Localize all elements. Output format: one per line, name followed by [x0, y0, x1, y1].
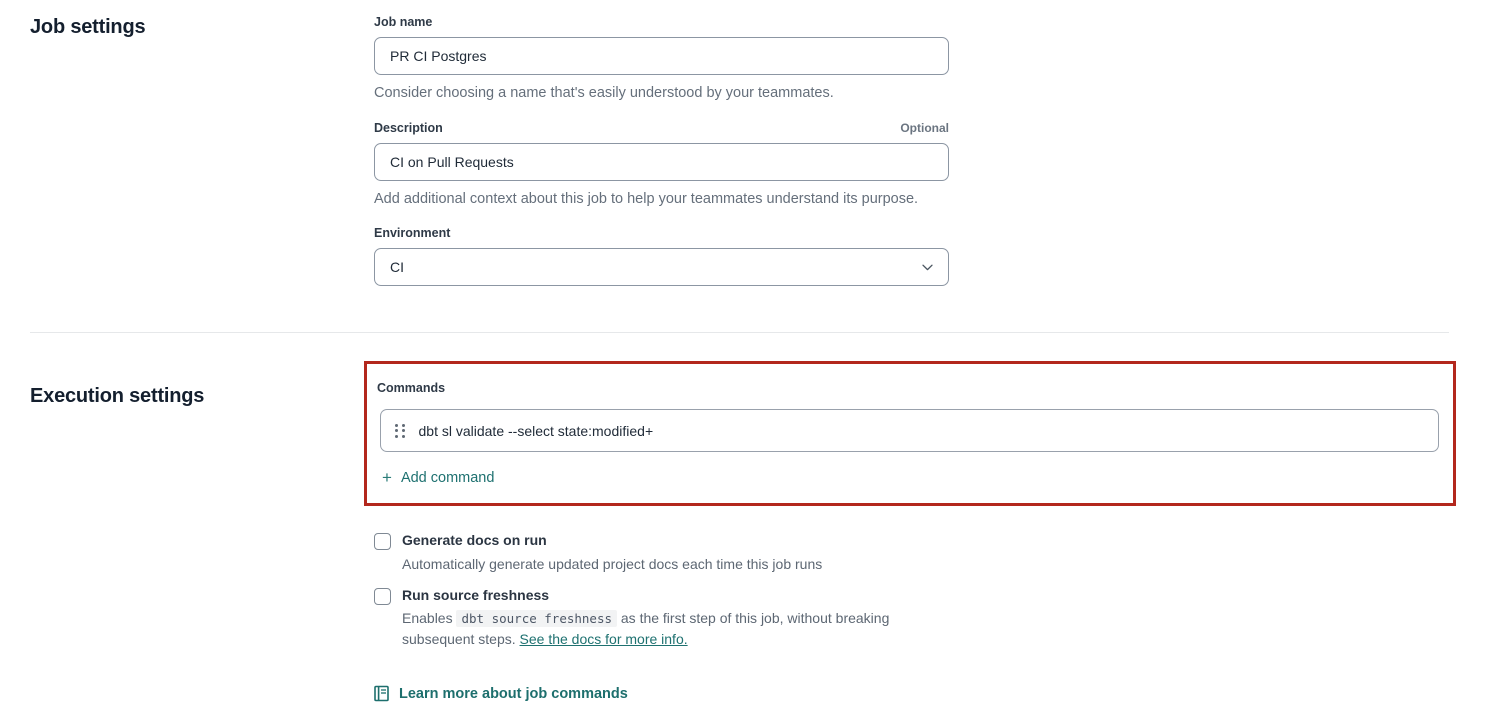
checkbox-group — [374, 532, 1449, 649]
generate-docs-label: Generate docs on run — [402, 532, 547, 549]
description-helper: Add additional context about this job to help your teammates understand its purpose. — [374, 190, 919, 207]
add-command-button[interactable] — [382, 469, 494, 486]
description-input[interactable] — [374, 143, 949, 181]
freshness-desc-suffix: as the first step of this job, without breaking subsequent steps. — [402, 610, 890, 647]
generate-docs-text — [402, 532, 822, 574]
commands-highlight-box — [364, 361, 1456, 506]
job-settings-title: Job settings — [30, 16, 146, 38]
execution-settings-title: Execution settings — [30, 385, 205, 408]
environment-select[interactable] — [374, 248, 949, 286]
source-freshness-text — [402, 587, 940, 649]
chevron-down-icon — [922, 264, 933, 271]
commands-label: Commands — [377, 381, 446, 396]
description-optional-tag: Optional — [900, 120, 949, 135]
description-label: Description — [374, 120, 443, 135]
section-divider — [30, 332, 1449, 333]
job-name-input[interactable] — [374, 37, 949, 75]
execution-settings-heading-col — [30, 361, 374, 408]
generate-docs-row — [374, 532, 1449, 574]
execution-settings-content — [374, 361, 1449, 707]
job-name-label: Job name — [374, 15, 433, 29]
job-settings-section — [30, 15, 1449, 286]
generate-docs-checkbox[interactable] — [374, 533, 391, 550]
freshness-desc-prefix: Enables — [402, 610, 457, 627]
environment-label: Environment — [374, 226, 451, 241]
book-icon — [374, 685, 389, 702]
source-freshness-row — [374, 587, 1449, 649]
environment-selected-value: CI — [390, 259, 404, 276]
learn-more-label: Learn more about job commands — [399, 685, 628, 702]
job-name-helper: Consider choosing a name that's easily understood by your teammates. — [374, 85, 834, 101]
job-settings-heading-col — [30, 15, 374, 39]
job-name-field — [374, 15, 949, 104]
job-settings-form — [374, 15, 949, 286]
execution-settings-section — [30, 361, 1449, 707]
generate-docs-description: Automatically generate updated project docs each time this job runs — [402, 555, 823, 572]
plus-icon: + — [382, 468, 392, 488]
command-row[interactable] — [380, 409, 1439, 452]
see-docs-link[interactable]: See the docs for more info. — [519, 630, 688, 647]
source-freshness-label: Run source freshness — [402, 586, 550, 603]
description-label-row — [374, 121, 949, 136]
source-freshness-checkbox[interactable] — [374, 588, 391, 605]
command-text[interactable]: dbt sl validate --select state:modified+ — [418, 422, 654, 439]
drag-handle-icon[interactable] — [395, 424, 405, 438]
description-field — [374, 121, 949, 210]
add-command-label: Add command — [400, 469, 495, 486]
learn-more-link[interactable] — [374, 685, 628, 702]
source-freshness-description — [402, 608, 940, 649]
freshness-code-chip: dbt source freshness — [456, 610, 617, 627]
environment-field — [374, 226, 949, 286]
